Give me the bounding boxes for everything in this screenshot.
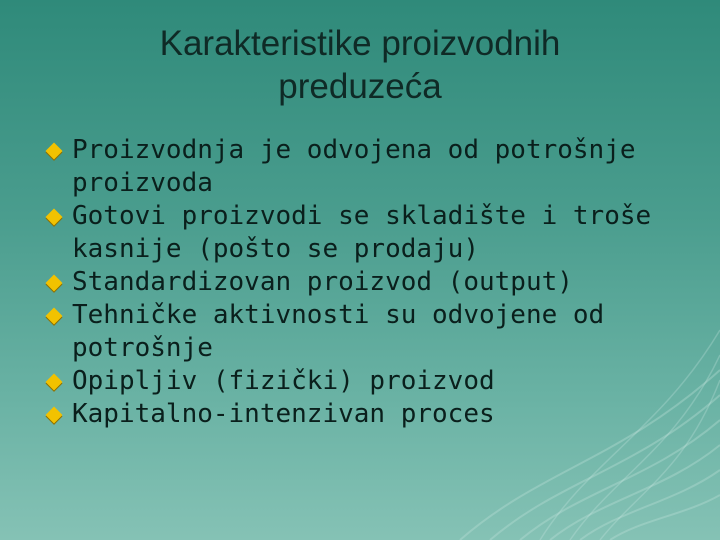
diamond-bullet-icon [46, 275, 63, 292]
bullet-item [44, 365, 704, 398]
bullet-text: Kapitalno-intenzivan proces [72, 399, 495, 429]
diamond-bullet-icon [46, 374, 63, 391]
bullet-item [44, 299, 704, 365]
diamond-bullet-icon [46, 407, 63, 424]
bullet-text: Tehničke aktivnosti su odvojene od potrošnje [72, 300, 605, 363]
bullet-text: Opipljiv (fizički) proizvod [72, 366, 495, 396]
bullet-item [44, 398, 704, 431]
slide-title [0, 22, 720, 108]
bullet-item [44, 266, 704, 299]
diamond-bullet-icon [46, 209, 63, 226]
title-line-2: preduzeća [278, 67, 442, 106]
diamond-bullet-icon [46, 308, 63, 325]
diamond-bullet-icon [46, 143, 63, 160]
bullet-list [44, 134, 704, 431]
bullet-item [44, 200, 704, 266]
bullet-text: Standardizovan proizvod (output) [72, 267, 573, 297]
bullet-text: Gotovi proizvodi se skladište i troše kasnije (pošto se prodaju) [72, 201, 652, 264]
bullet-text: Proizvodnja je odvojena od potrošnje proizvoda [72, 135, 636, 198]
title-line-1: Karakteristike proizvodnih [159, 24, 561, 63]
bullet-item [44, 134, 704, 200]
